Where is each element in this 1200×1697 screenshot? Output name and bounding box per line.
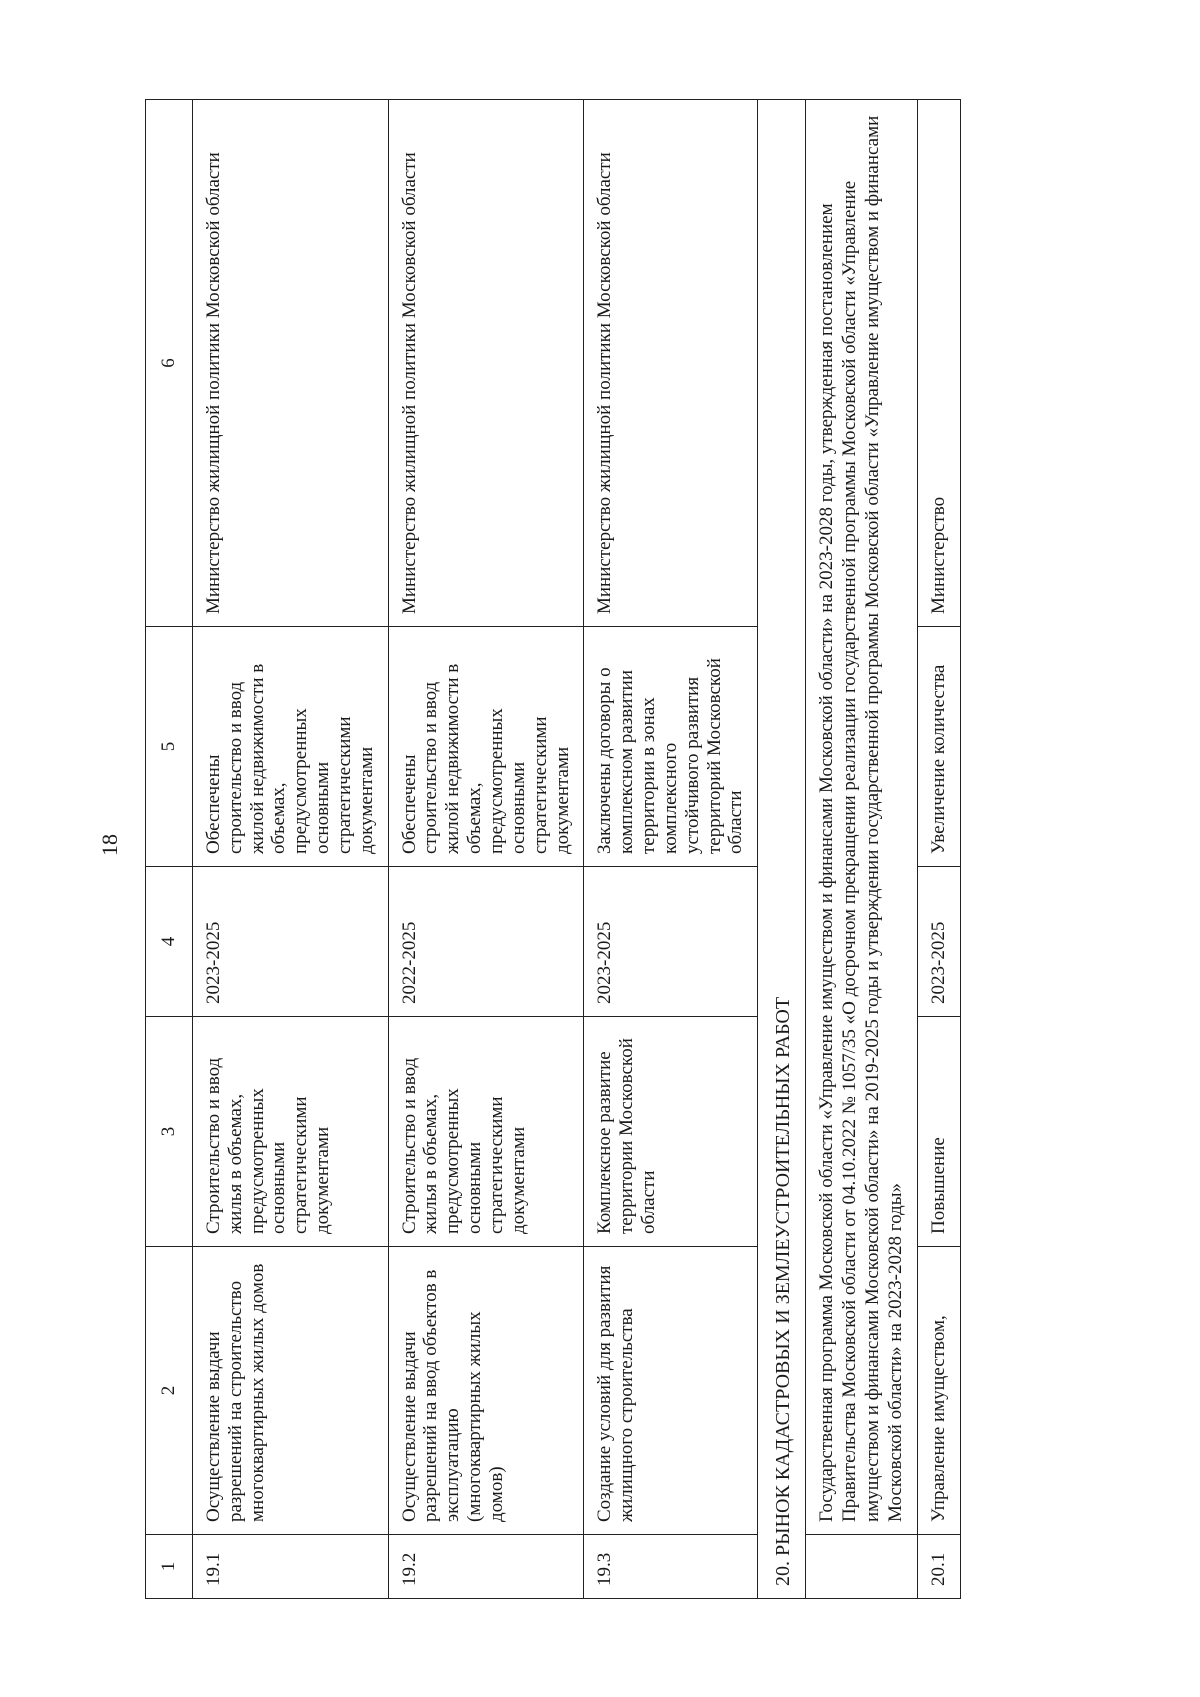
responsible-cell: Министерство жилищной политики Московской области — [192, 100, 388, 627]
period-cell: 2023-2025 — [584, 867, 758, 1017]
section-title: 20. РЫНОК КАДАСТРОВЫХ И ЗЕМЛЕУСТРОИТЕЛЬНЫХ РАБОТ — [758, 100, 806, 1599]
table-row — [584, 100, 758, 1599]
measure-cell: Осуществление выдачи разрешений на строительство многоквартирных жилых домов — [192, 1247, 388, 1535]
program-row — [806, 100, 918, 1599]
column-header-2: 2 — [146, 1247, 193, 1535]
section-title-row — [758, 100, 806, 1599]
column-header-4: 4 — [146, 867, 193, 1017]
column-header-1: 1 — [146, 1535, 193, 1599]
measure-cell: Осуществление выдачи разрешений на ввод объектов в эксплуатацию (многоквартирных жилых домов) — [388, 1247, 584, 1535]
goal-cell: Комплексное развитие территории Московской области — [584, 1017, 758, 1247]
responsible-cell: Министерство жилищной политики Московской области — [388, 100, 584, 627]
result-cell: Обеспечены строительство и ввод жилой недвижимости в объемах, предусмотренных основными стратегическими документами — [192, 627, 388, 867]
table-row — [192, 100, 388, 1599]
result-cell: Заключены договоры о комплексном развитии территории в зонах комплексного устойчивого развития территорий Московской области — [584, 627, 758, 867]
table-row — [918, 100, 961, 1599]
row-number: 19.2 — [388, 1535, 584, 1599]
page-number: 18 — [97, 834, 122, 856]
period-cell: 2023-2025 — [192, 867, 388, 1017]
program-description: Государственная программа Московской области «Управление имуществом и финансами Московской области» на 2023-2028 годы, утвержденная постановлением Правительства Московской области от 04.10.2022 № 1057/35 «О досрочном прекращении реализации государственной программы Московской области «Управление имуществом и финансами Московской области» на 2019-2025 годы и утверждении государственной программы Московской области «Управление имуществом и финансами Московской области» на 2023-2028 годы» — [806, 100, 918, 1535]
column-header-3: 3 — [146, 1017, 193, 1247]
table-sheet — [145, 99, 1085, 1599]
goal-cell: Повышение — [918, 1017, 961, 1247]
goal-cell: Строительство и ввод жилья в объемах, предусмотренных основными стратегическими документами — [192, 1017, 388, 1247]
column-header-6: 6 — [146, 100, 193, 627]
responsible-cell: Министерство — [918, 100, 961, 627]
row-number: 19.3 — [584, 1535, 758, 1599]
result-cell: Обеспечены строительство и ввод жилой недвижимости в объемах, предусмотренных основными стратегическими документами — [388, 627, 584, 867]
column-header-5: 5 — [146, 627, 193, 867]
table-row — [388, 100, 584, 1599]
program-empty-cell — [806, 1535, 918, 1599]
measure-cell: Управление имуществом, — [918, 1247, 961, 1535]
goal-cell: Строительство и ввод жилья в объемах, предусмотренных основными стратегическими документами — [388, 1017, 584, 1247]
measure-cell: Создание условий для развития жилищного строительства — [584, 1247, 758, 1535]
result-cell: Увеличение количества — [918, 627, 961, 867]
row-number: 19.1 — [192, 1535, 388, 1599]
responsible-cell: Министерство жилищной политики Московской области — [584, 100, 758, 627]
period-cell: 2022-2025 — [388, 867, 584, 1017]
measures-table — [145, 99, 961, 1599]
period-cell: 2023-2025 — [918, 867, 961, 1017]
row-number: 20.1 — [918, 1535, 961, 1599]
table-header-row — [146, 100, 193, 1599]
